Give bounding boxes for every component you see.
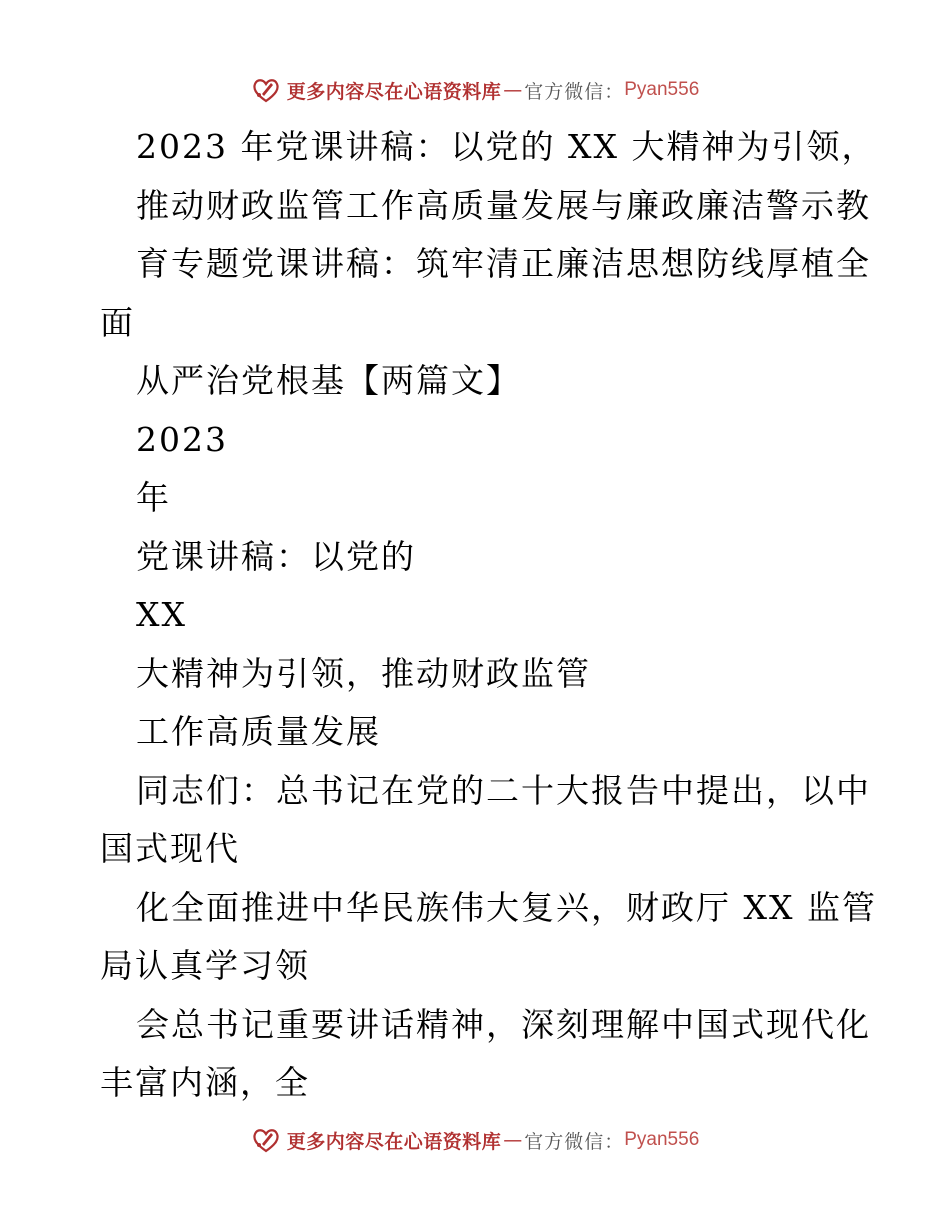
document-line: 年 [136,478,171,517]
document-line: 化全面推进中华民族伟大复兴，财政厅 XX 监管 [136,887,877,927]
watermark-wechat-id: Pyan556 [624,79,700,100]
document-line: 工作高质量发展 [136,712,381,751]
document-line: 面 [100,302,135,342]
document-line: 丰富内涵，全 [100,1063,310,1102]
watermark-wechat-id: Pyan556 [624,1129,700,1150]
watermark-main-text: 更多内容尽在心语资料库 [286,1130,502,1153]
document-line: 育专题党课讲稿：筑牢清正廉洁思想防线厚植全 [136,244,871,283]
watermark-dash: — [503,79,523,101]
watermark-wechat-label: 官方微信： [524,80,625,103]
document-line: 2023 年党课讲稿：以党的 XX 大精神为引领， [136,127,877,166]
document-line: 局认真学习领 [100,946,310,985]
watermark-dash: — [503,1129,523,1151]
document-line: 2023 [136,419,228,459]
document-line: 国式现代 [100,829,240,868]
document-line: 会总书记重要讲话精神，深刻理解中国式现代化 [136,1004,871,1044]
document-line: 从严治党根基【两篇文】 [136,361,521,400]
document-line: 党课讲稿：以党的 [136,536,416,576]
heart-pen-logo-icon [251,1125,281,1155]
document-body [100,118,877,1113]
document-line: 同志们：总书记在党的二十大报告中提出，以中 [136,770,871,810]
document-line: 推动财政监管工作高质量发展与廉政廉洁警示教 [136,185,871,225]
heart-pen-logo-icon [251,75,281,105]
document-line: 大精神为引领，推动财政监管 [136,653,591,693]
watermark-wechat-label: 官方微信： [524,1130,625,1153]
footer-watermark [0,1120,950,1160]
watermark-main-text: 更多内容尽在心语资料库 [286,80,502,103]
header-watermark [0,70,950,110]
document-line: XX [136,595,187,634]
